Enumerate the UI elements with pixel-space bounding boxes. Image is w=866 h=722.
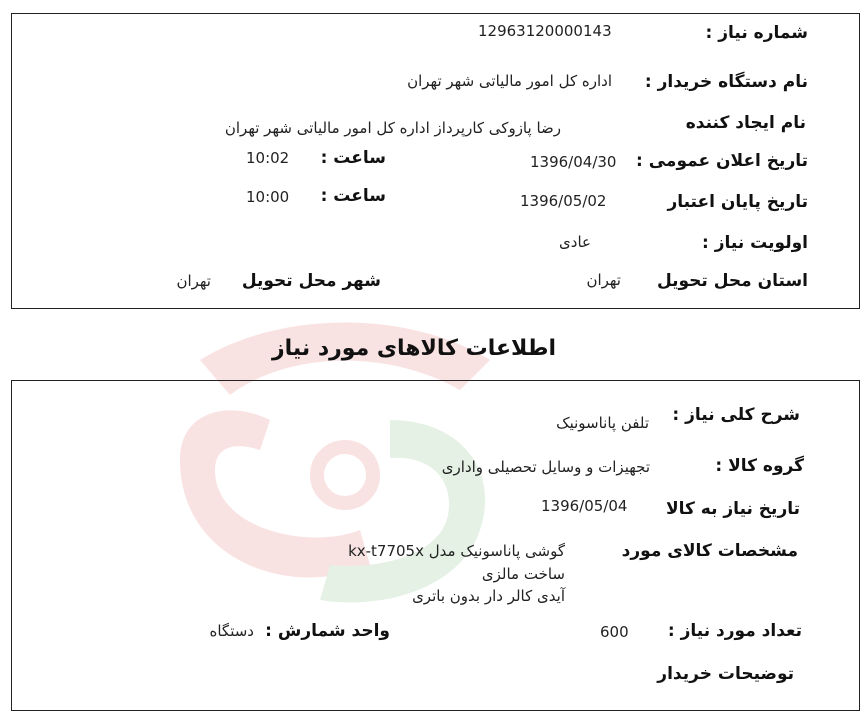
expiry-time-label: ساعت :	[320, 186, 386, 206]
buyer-org-value: اداره کل امور مالیاتی شهر تهران	[407, 72, 612, 90]
description-value: تلفن پاناسونیک	[556, 414, 649, 432]
need-date-label: تاریخ نیاز به کالا	[665, 499, 800, 519]
spec-line-1: گوشی پاناسونیک مدل kx-t7705x	[348, 542, 565, 560]
group-value: تجهیزات و وسایل تحصیلی واداری	[441, 458, 650, 476]
announce-date-value: 1396/04/30	[530, 153, 617, 171]
creator-label: نام ایجاد کننده	[685, 113, 806, 133]
creator-value: رضا پازوکی کارپرداز اداره کل امور مالیاتی شهر تهران	[224, 119, 561, 137]
expiry-date-label: تاریخ پایان اعتبار	[667, 192, 808, 212]
buyer-notes-label: توضیحات خریدار	[657, 664, 794, 684]
spec-line-3: آیدی کالر دار بدون باتری	[412, 587, 565, 605]
spec-line-2: ساخت مالزی	[481, 565, 565, 583]
province-value: تهران	[586, 271, 621, 289]
quantity-label: تعداد مورد نیاز :	[667, 621, 802, 641]
priority-value: عادی	[559, 233, 591, 251]
unit-label: واحد شمارش :	[265, 621, 390, 641]
expiry-date-value: 1396/05/02	[520, 192, 607, 210]
announce-date-label: تاریخ اعلان عمومی :	[636, 151, 808, 171]
expiry-time-value: 10:00	[246, 188, 290, 206]
quantity-value: 600	[600, 623, 629, 641]
announce-time-label: ساعت :	[320, 148, 386, 168]
priority-label: اولویت نیاز :	[702, 233, 808, 253]
buyer-org-label: نام دستگاه خریدار :	[644, 72, 808, 92]
city-label: شهر محل تحویل	[241, 271, 381, 291]
need-number-label: شماره نیاز :	[705, 23, 808, 43]
need-number-value: 12963120000143	[478, 22, 612, 40]
group-label: گروه کالا :	[715, 456, 804, 476]
goods-section-title: اطلاعات کالاهای مورد نیاز	[272, 336, 556, 361]
specs-label: مشخصات کالای مورد	[621, 541, 798, 561]
need-date-value: 1396/05/04	[541, 497, 628, 515]
province-label: استان محل تحویل	[656, 271, 808, 291]
description-label: شرح کلی نیاز :	[672, 405, 800, 425]
city-value: تهران	[176, 272, 211, 290]
announce-time-value: 10:02	[246, 149, 290, 167]
unit-value: دستگاه	[209, 622, 254, 640]
